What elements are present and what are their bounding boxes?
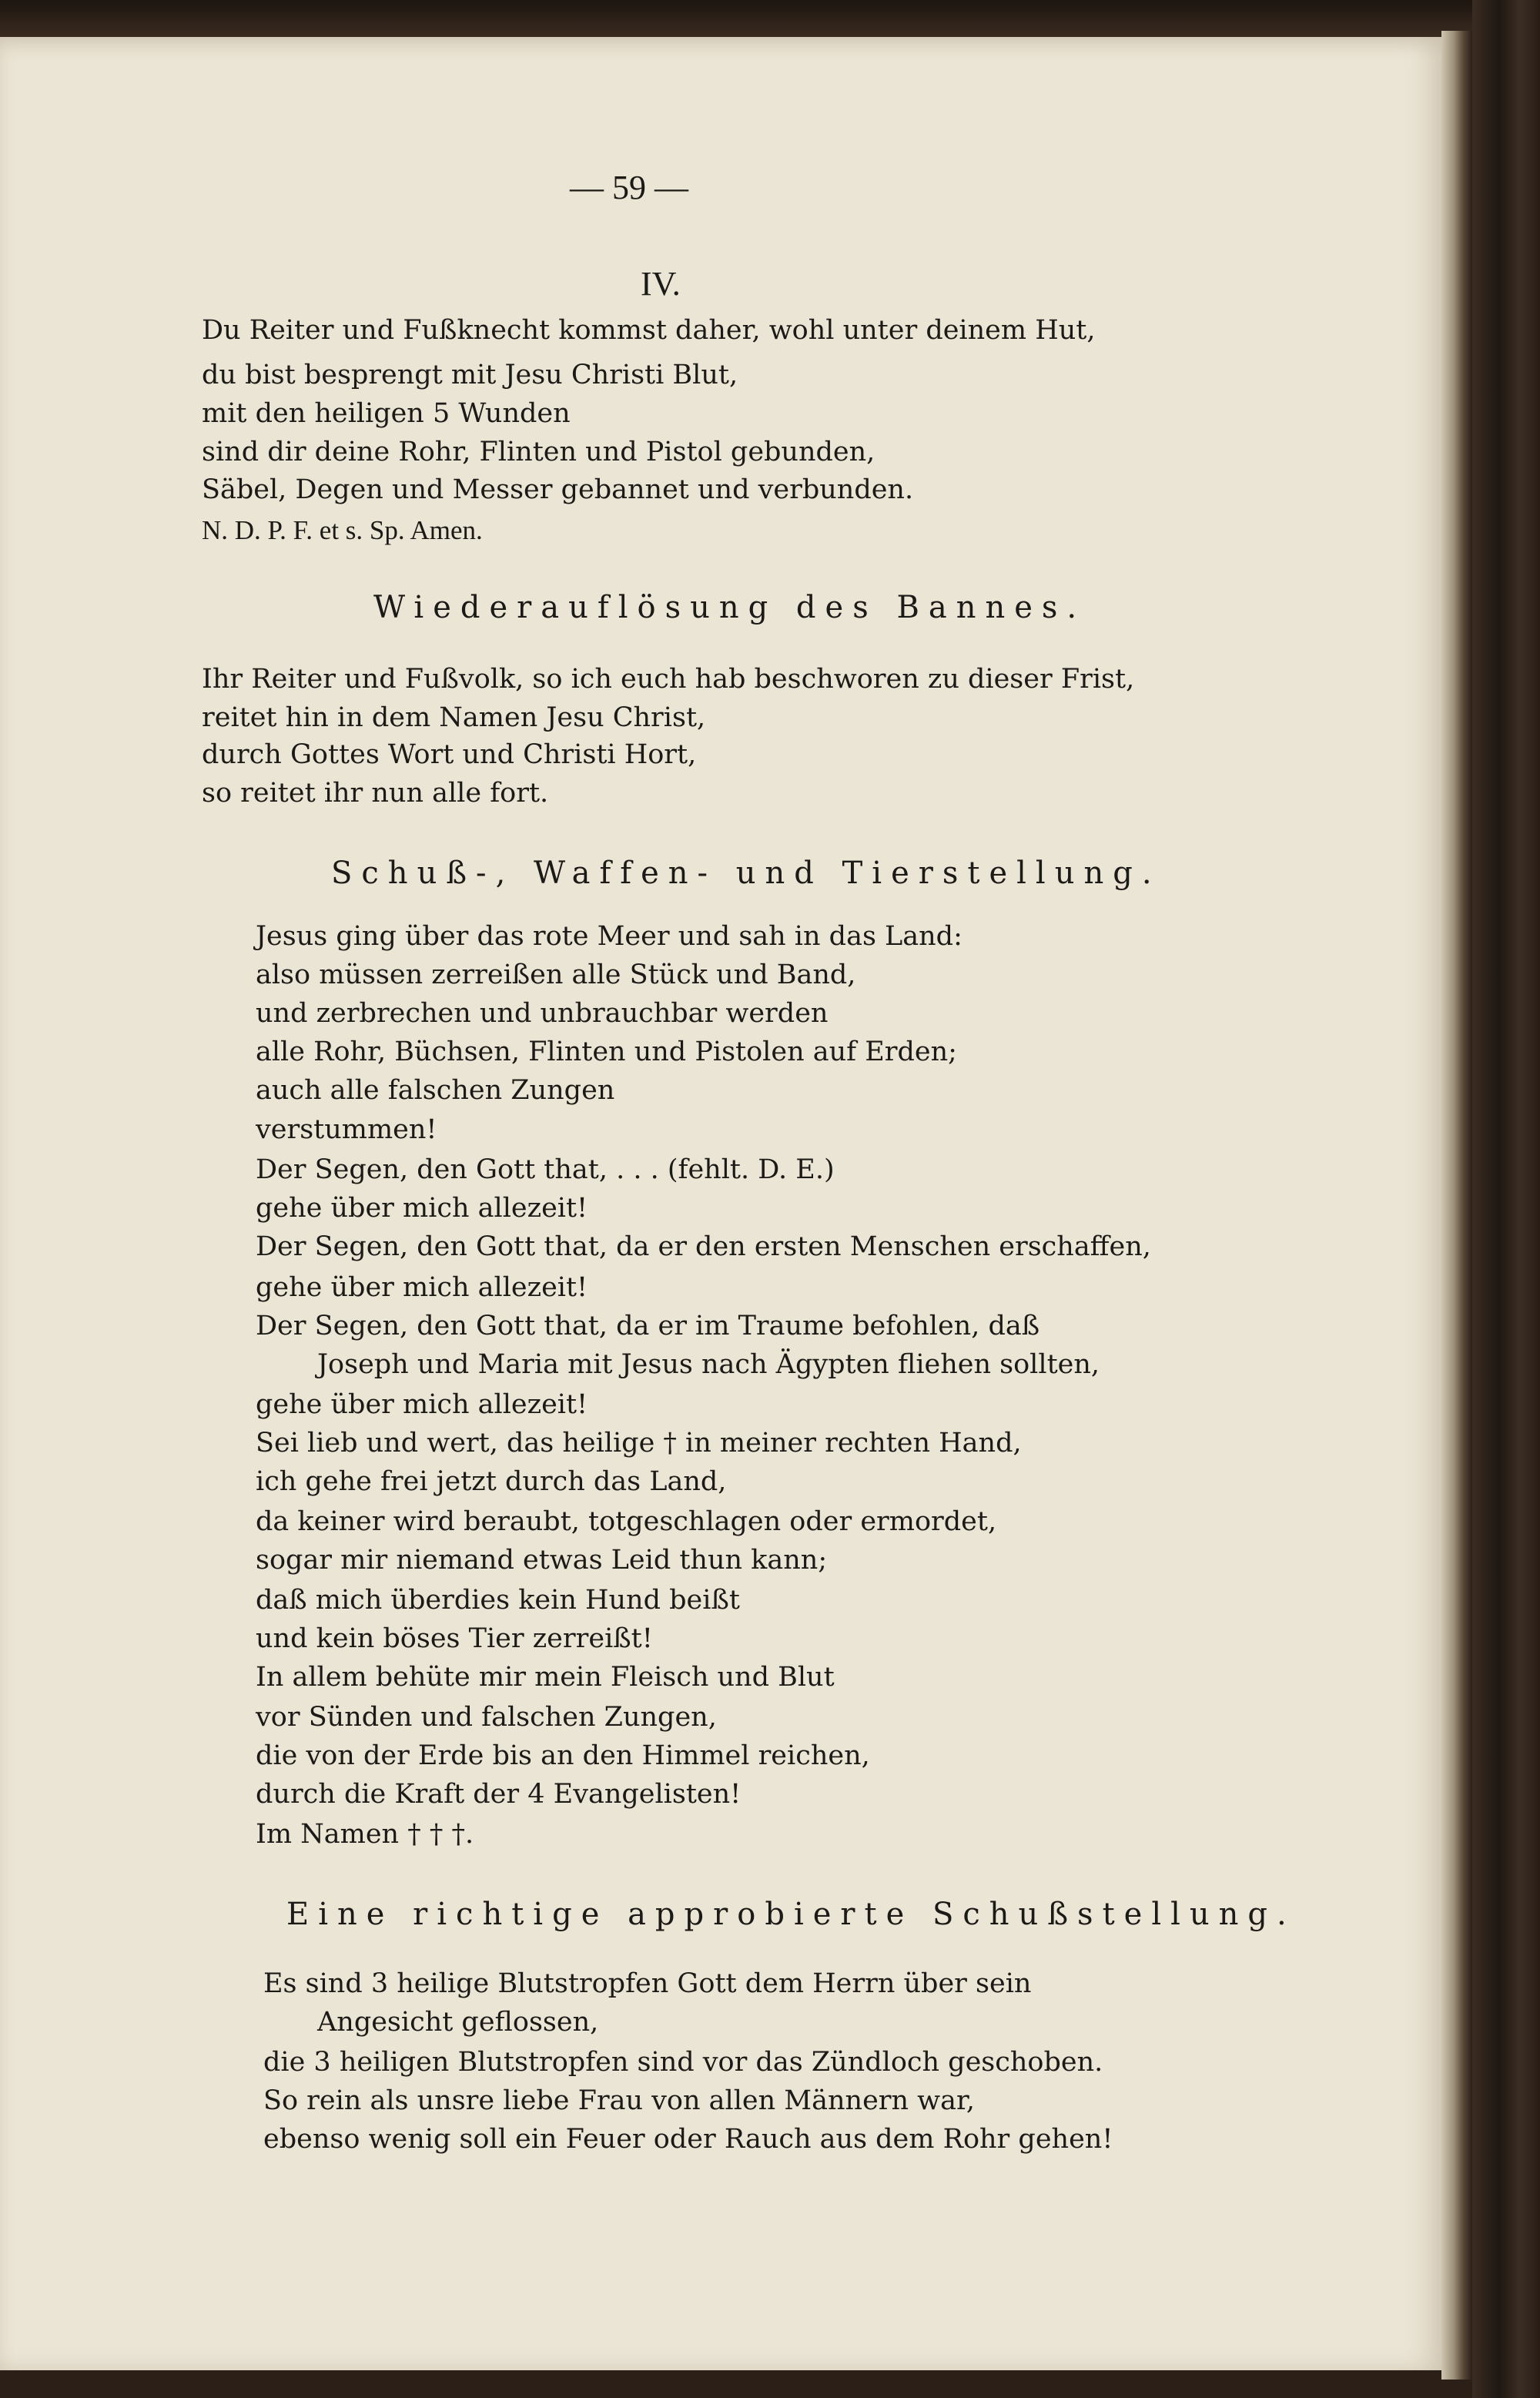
schussstellung-line: und kein böses Tier zerreißt! [256,1623,653,1654]
wiederaufloesung-line: so reitet ihr nun alle fort. [202,778,549,809]
schussstellung-line: Joseph und Maria mit Jesus nach Ägypten fliehen sollten, [317,1349,1100,1380]
schussstellung-line: also müssen zerreißen alle Stück und Band, [256,960,856,990]
wiederaufloesung-line: durch Gottes Wort und Christi Hort, [202,739,697,770]
heading-schussstellung: Schuß-, Waffen- und Tierstellung. [331,856,1161,891]
schussstellung-line: gehe über mich allezeit! [256,1272,588,1303]
schussstellung-line: vor Sünden und falschen Zungen, [256,1702,717,1733]
schussstellung-line: daß mich überdies kein Hund beißt [256,1585,740,1616]
schussstellung-line: ich gehe frei jetzt durch das Land, [256,1466,727,1497]
heading-wiederaufloesung: Wiederauflösung des Bannes. [373,590,1086,625]
richtige-line: So rein als unsre liebe Frau von allen Männern war, [263,2085,976,2116]
richtige-line: die 3 heiligen Blutstropfen sind vor das Zündloch geschoben. [263,2047,1103,2078]
book-cover-edge [1472,0,1540,2398]
wiederaufloesung-line: reitet hin in dem Namen Jesu Christ, [202,702,706,733]
section-iv-line: Du Reiter und Fußknecht kommst daher, wohl unter deinem Hut, [202,315,1096,346]
schussstellung-line: gehe über mich allezeit! [256,1389,588,1420]
schussstellung-line: da keiner wird beraubt, totgeschlagen oder ermordet, [256,1506,997,1537]
section-iv-line: mit den heiligen 5 Wunden [202,398,571,429]
schussstellung-line: die von der Erde bis an den Himmel reichen, [256,1740,870,1771]
section-iv-line: sind dir deine Rohr, Flinten und Pistol gebunden, [202,437,875,467]
richtige-line: Es sind 3 heilige Blutstropfen Gott dem Herrn über sein [263,1968,1032,1999]
schussstellung-line: alle Rohr, Büchsen, Flinten und Pistolen auf Erden; [256,1037,957,1067]
richtige-line: Angesicht geflossen, [317,2007,599,2038]
page-number: — 59 — [570,169,688,206]
section-iv-line: N. D. P. F. et s. Sp. Amen. [202,515,483,545]
schussstellung-line: verstummen! [256,1114,437,1145]
schussstellung-line: durch die Kraft der 4 Evangelisten! [256,1779,742,1810]
schussstellung-line: und zerbrechen und unbrauchbar werden [256,998,829,1029]
schussstellung-line: Sei lieb und wert, das heilige † in meiner rechten Hand, [256,1428,1022,1459]
schussstellung-line: In allem behüte mir mein Fleisch und Blut [256,1662,835,1693]
schussstellung-line: Der Segen, den Gott that, da er den ersten Menschen erschaffen, [256,1231,1151,1262]
section-iv-title: IV. [641,265,681,303]
wiederaufloesung-line: Ihr Reiter und Fußvolk, so ich euch hab beschworen zu dieser Frist, [202,664,1135,695]
page-edge [1441,31,1472,2380]
section-iv-line: Säbel, Degen und Messer gebannet und verbunden. [202,474,914,505]
schussstellung-line: gehe über mich allezeit! [256,1193,588,1224]
schussstellung-line: sogar mir niemand etwas Leid thun kann; [256,1545,828,1576]
schussstellung-line: Der Segen, den Gott that, da er im Traume befohlen, daß [256,1311,1040,1341]
schussstellung-line: Der Segen, den Gott that, . . . (fehlt. D. E.) [256,1154,835,1185]
schussstellung-line: auch alle falschen Zungen [256,1075,615,1106]
heading-richtige-schussstellung: Eine richtige approbierte Schußstellung. [286,1897,1296,1932]
section-iv-line: du bist besprengt mit Jesu Christi Blut, [202,360,738,390]
book-top-edge [0,0,1472,37]
richtige-line: ebenso wenig soll ein Feuer oder Rauch aus dem Rohr gehen! [263,2124,1113,2155]
schussstellung-line: Jesus ging über das rote Meer und sah in das Land: [256,921,962,952]
schussstellung-line: Im Namen † † †. [256,1819,474,1850]
